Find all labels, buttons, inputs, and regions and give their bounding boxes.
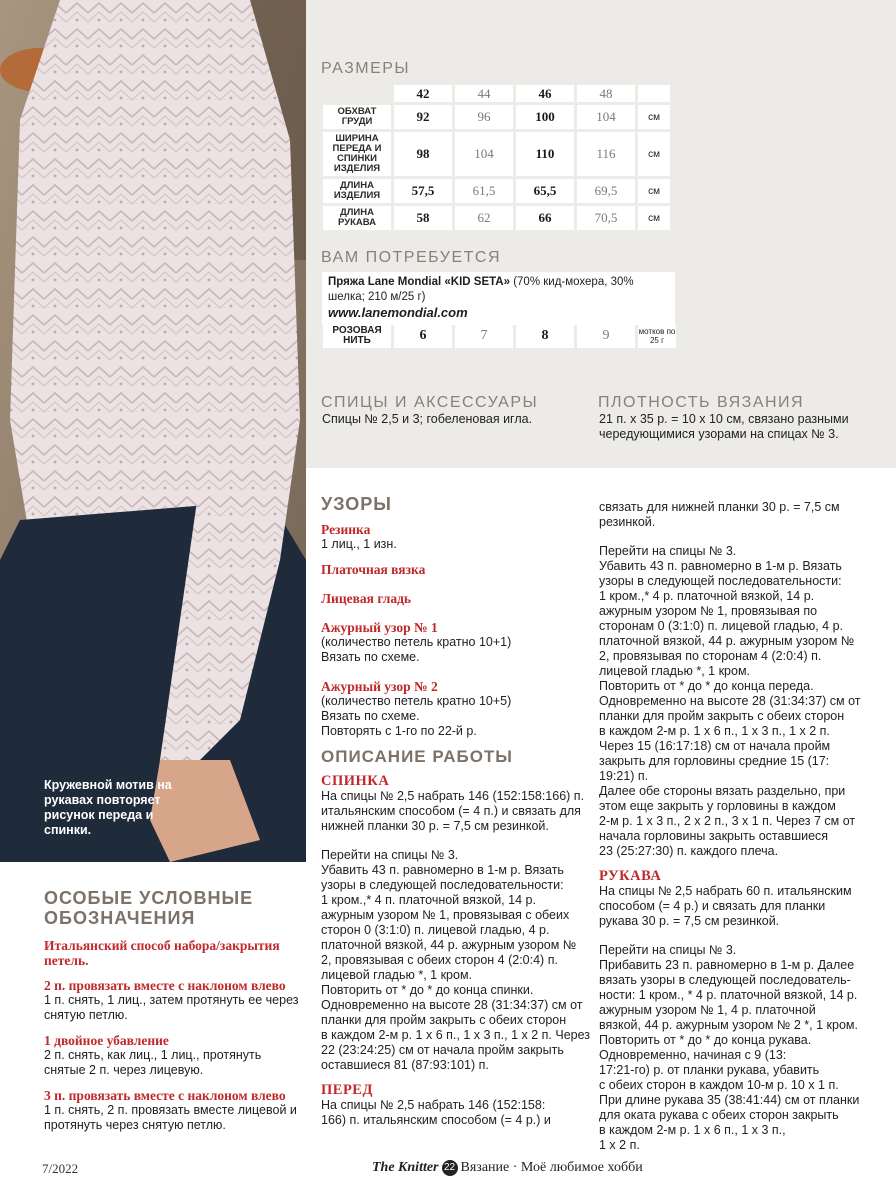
pattern-name: Ажурный узор № 2	[321, 679, 438, 694]
yarn-amount: 6	[394, 324, 452, 348]
size-cell: 96	[455, 105, 513, 129]
pattern-desc: 1 лиц., 1 изн.	[321, 537, 397, 551]
size-row	[323, 206, 670, 230]
size-cell: 100	[516, 105, 574, 129]
legend-title: ОСОБЫЕ УСЛОВНЫЕ ОБОЗНАЧЕНИЯ	[44, 888, 254, 928]
column-left	[321, 494, 591, 1128]
size-cell: 62	[455, 206, 513, 230]
size-header: 46	[516, 85, 574, 102]
yarn-color-label: РОЗОВАЯ НИТЬ	[323, 324, 391, 348]
sizes-title: РАЗМЕРЫ	[321, 60, 411, 77]
size-header: 44	[455, 85, 513, 102]
materials-title: ВАМ ПОТРЕБУЕТСЯ	[321, 249, 501, 266]
size-row-label: ДЛИНА РУКАВА	[323, 206, 391, 230]
yarn-amount-table	[320, 321, 679, 351]
size-cell: 69,5	[577, 179, 635, 203]
magazine-section: Вязание · Моё любимое хобби	[460, 1160, 643, 1175]
legend-item-name: 2 п. провязать вместе с наклоном влево	[44, 978, 286, 993]
yarn-amount: 9	[577, 324, 635, 348]
pattern-name: Ажурный узор № 1	[321, 620, 438, 635]
sleeve-text-1: На спицы № 2,5 набрать 60 п. итальянским способом (= 4 р.) и связать для планки рукава 30 р. = 7,5 см резинкой.	[599, 884, 852, 928]
patterns-title: УЗОРЫ	[321, 494, 392, 514]
back-title: СПИНКА	[321, 773, 390, 789]
size-cell: 65,5	[516, 179, 574, 203]
legend-item-name: Итальянский способ набора/закрытия петель.	[44, 938, 280, 968]
size-cell: 110	[516, 132, 574, 176]
sleeve-text-2: Перейти на спицы № 3. Прибавить 23 п. равномерно в 1-м р. Далее вязать узоры в следующей последователь- ности: 1 кром., * 4 р. платочной вязкой, 14 р. ажурным узором № 1, 4 р. платочной вязкой, 44 р. ажурным узором № 2 *, 1 кром. Повторить от * до * до конца рукава. Одновременно, начиная с 9 (13: 17:21-го) р. от планки рукава, убавить с обеих сторон в каждом 10-м р. 10 x 1 п. При длине рукава 35 (38:41:44) см от планки для оката рукава с обеих сторон закрыть в каждом 2-м р. 1 x 6 п., 1 x 3 п., 1 x 2 п.	[599, 943, 860, 1152]
legend-item-name: 1 двойное убавление	[44, 1033, 169, 1048]
legend-item-desc: 1 п. снять, 2 п. провязать вместе лицевой и протянуть через снятую петлю.	[44, 1103, 297, 1132]
page-number: 22	[442, 1160, 458, 1176]
pattern-name: Платочная вязка	[321, 562, 426, 577]
front-text-3: Перейти на спицы № 3. Убавить 43 п. равномерно в 1-м р. Вязать узоры в следующей последовательности: 1 кром.,* 4 р. платочной вязкой, 14 р. ажурным узором № 1, провязывая по сторонам 0 (3:1:0) п. лицевой гладью, 4 р. платочной вязкой, 44 р. ажурным узором № 2, провязывая по сторонам 4 (2:0:4) п. лицевой гладью *, 1 кром. Повторить от * до * до конца переда. Одновременно на высоте 28 (31:34:37) см от планки для пройм закрыть с обеих сторон в каждом 2-м р. 1 x 6 п., 1 x 3 п., 1 x 2 п. Через 15 (16:17:18) см от начала пройм закрыть для горловины средние 15 (17: 19:21) п. Далее обе стороны вязать раздельно, при этом еще закрыть у горловины в каждом 2-м р. 1 x 3 п., 2 x 2 п., 3 x 1 п. Через 7 см от начала горловины закрыть оставшиеся 23 (25:27:30) п. каждого плеча.	[599, 544, 861, 858]
sleeve-title: РУКАВА	[599, 868, 662, 884]
yarn-amount: 8	[516, 324, 574, 348]
size-unit: см	[638, 132, 670, 176]
legend-item-desc: 2 п. снять, как лиц., 1 лиц., протянуть снятые 2 п. через лицевую.	[44, 1048, 262, 1077]
yarn-name: Пряжа Lane Mondial «KID SETA»	[328, 276, 511, 288]
size-row-label: ОБХВАТ ГРУДИ	[323, 105, 391, 129]
size-cell: 116	[577, 132, 635, 176]
gauge-title: ПЛОТНОСТЬ ВЯЗАНИЯ	[598, 394, 805, 411]
yarn-amount: 7	[455, 324, 513, 348]
size-cell: 70,5	[577, 206, 635, 230]
size-cell: 58	[394, 206, 452, 230]
sweater-photo	[0, 0, 306, 862]
back-text-1: На спицы № 2,5 набрать 146 (152:158:166) п. итальянским способом (= 4 п.) и связать для нижней планки 30 р. = 7,5 см резинкой.	[321, 789, 585, 833]
legend-item-name: 3 п. провязать вместе с наклоном влево	[44, 1088, 286, 1103]
photo-caption: Кружевной мотив на рукавах повторяет рисунок переда и спинки.	[44, 778, 172, 837]
column-right	[599, 500, 879, 1153]
size-row-label: ДЛИНА ИЗДЕЛИЯ	[323, 179, 391, 203]
size-unit: см	[638, 105, 670, 129]
magazine-name: The Knitter	[372, 1160, 439, 1175]
pattern-name: Резинка	[321, 522, 371, 537]
size-header: 42	[394, 85, 452, 102]
needles-text: Спицы № 2,5 и 3; гобеленовая игла.	[322, 412, 533, 426]
size-row	[323, 132, 670, 176]
size-cell: 98	[394, 132, 452, 176]
needles-title: СПИЦЫ И АКСЕССУАРЫ	[321, 394, 539, 411]
size-cell: 104	[455, 132, 513, 176]
legend-item-desc: 1 п. снять, 1 лиц., затем протянуть ее через снятую петлю.	[44, 993, 299, 1022]
pattern-desc: (количество петель кратно 10+5) Вязать по схеме. Повторять с 1-го по 22-й р.	[321, 694, 512, 738]
yarn-info	[322, 272, 675, 325]
legend	[44, 938, 306, 1133]
yarn-amount-unit: мотков по 25 г	[638, 324, 676, 348]
size-unit: см	[638, 179, 670, 203]
size-cell: 61,5	[455, 179, 513, 203]
pattern-name: Лицевая гладь	[321, 591, 412, 606]
yarn-desc: (70% кид-мохера, 30% шелка; 210 м/25 г)	[328, 276, 634, 303]
front-text-1: На спицы № 2,5 набрать 146 (152:158: 166) п. итальянским способом (= 4 р.) и	[321, 1098, 551, 1127]
back-text-2: Перейти на спицы № 3. Убавить 43 п. равномерно в 1-м р. Вязать узоры в следующей последовательности: 1 кром.,* 4 п. платочной вязкой, 14 р. ажурным узором № 1, провязывая с обеих сторон 0 (3:1:0) п. лицевой гладью, 4 р. платочной вязкой, 44 р. ажурным узором № 2, провязывая с обеих сторон 4 (2:0:4) п. лицевой гладью *, 1 кром. Повторить от * до * до конца спинки. Одновременно на высоте 28 (31:34:37) см от планки для пройм закрыть с обеих сторон в каждом 2-м р. 1 x 6 п., 1 x 3 п., 1 x 2 п. Через 22 (23:24:25) см от начала пройм закрыть оставшиеся 81 (87:93:101) п.	[321, 848, 591, 1072]
pattern-desc: (количество петель кратно 10+1) Вязать по схеме.	[321, 635, 512, 664]
size-cell: 92	[394, 105, 452, 129]
size-row	[323, 179, 670, 203]
size-header: 48	[577, 85, 635, 102]
size-unit: см	[638, 206, 670, 230]
size-cell: 104	[577, 105, 635, 129]
sweater-photo-illustration	[0, 0, 306, 862]
issue-number: 7/2022	[42, 1161, 79, 1176]
work-title: ОПИСАНИЕ РАБОТЫ	[321, 747, 513, 766]
gauge-text: 21 п. x 35 р. = 10 x 10 см, связано разными чередующимися узорами на спицах № 3.	[599, 412, 849, 441]
size-cell: 57,5	[394, 179, 452, 203]
size-row	[323, 105, 670, 129]
front-text-2: связать для нижней планки 30 р. = 7,5 см резинкой.	[599, 500, 840, 529]
front-title: ПЕРЕД	[321, 1082, 373, 1098]
size-cell: 66	[516, 206, 574, 230]
size-row-label: ШИРИНА ПЕРЕДА И СПИНКИ ИЗДЕЛИЯ	[323, 132, 391, 176]
footer-magazine	[372, 1160, 643, 1176]
sizes-table	[320, 82, 673, 233]
yarn-website-link[interactable]: www.lanemondial.com	[328, 305, 468, 320]
